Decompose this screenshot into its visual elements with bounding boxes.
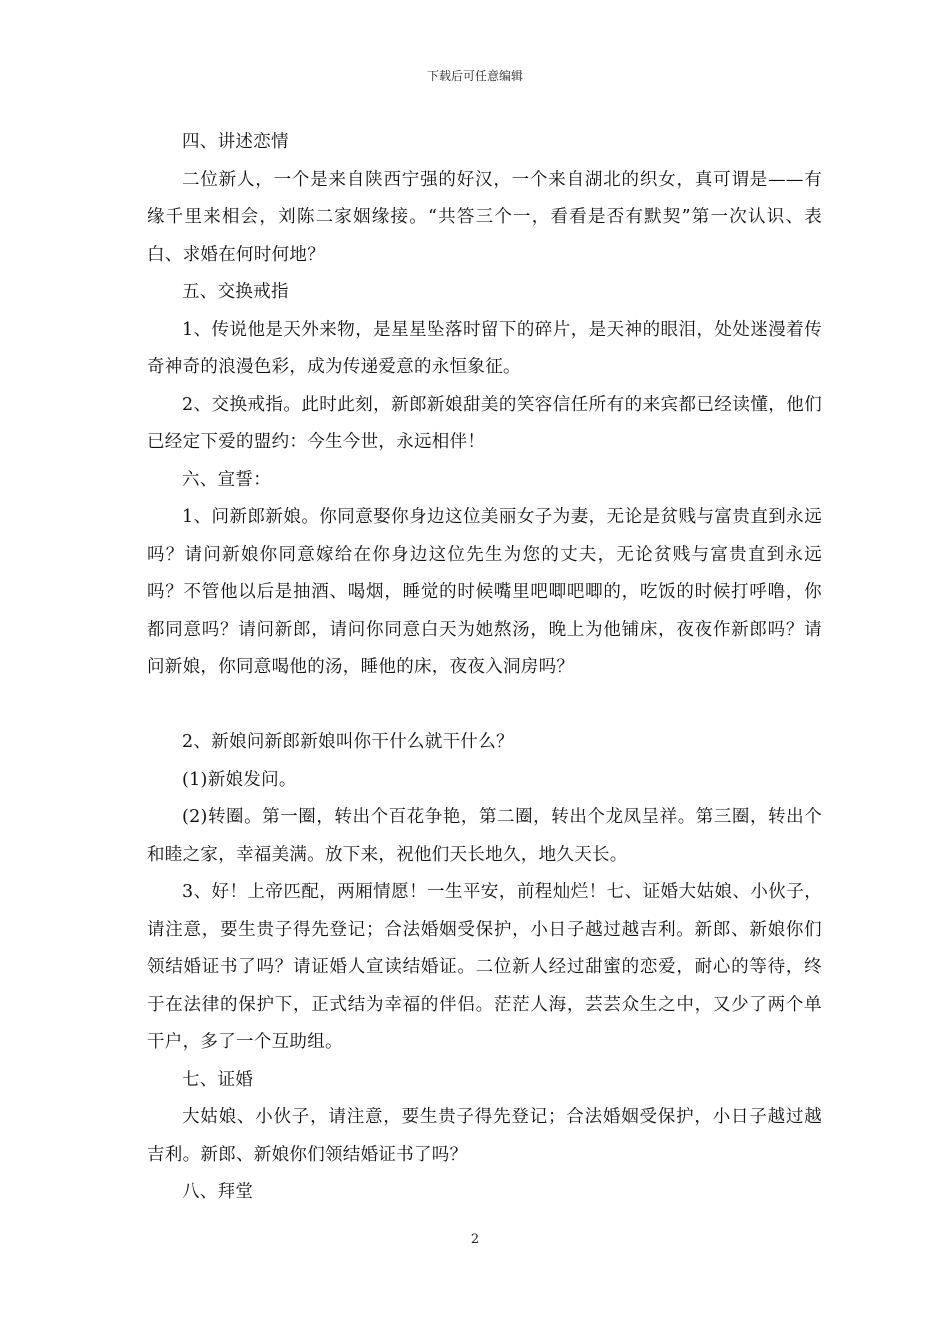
body-text: [147, 124, 822, 1212]
page-number: 2: [470, 1232, 480, 1247]
header-note: 下载后可任意编辑: [426, 69, 523, 83]
paragraph: 1、问新郎新娘。你同意娶你身边这位美丽女子为妻，无论是贫贱与富贵直到永远吗？请问新娘你同意嫁给在你身边这位先生为您的丈夫，无论贫贱与富贵直到永远吗？不管他以后是抽酒、喝烟，睡觉的时候嘴里吧唧吧唧的，吃饭的时候打呼噜，你都同意吗？请问新郎，请问你同意白天为她熬汤，晚上为他铺床，夜夜作新郎吗？请问新娘，你同意喝他的汤，睡他的床，夜夜入洞房吗？: [147, 507, 822, 677]
section-heading: 五、交换戒指: [182, 282, 289, 302]
paragraph: 3、好！上帝匹配，两厢情愿！一生平安，前程灿烂！七、证婚大姑娘、小伙子，请注意，要生贵子得先登记；合法婚姻受保护，小日子越过越吉利。新郎、新娘你们领结婚证书了吗？请证婚人宣读结婚证。二位新人经过甜蜜的恋爱，耐心的等待，终于在法律的保护下，正式结为幸福的伴侣。茫茫人海，芸芸众生之中，又少了两个单干户，多了一个互助组。: [147, 882, 822, 1052]
paragraph: 大姑娘、小伙子，请注意，要生贵子得先登记；合法婚姻受保护，小日子越过越吉利。新郎、新娘你们领结婚证书了吗？: [147, 1107, 822, 1165]
section-heading: 八、拜堂: [182, 1182, 254, 1202]
section-heading: 六、宣誓：: [182, 469, 271, 490]
paragraph: 2、新娘问新郎新娘叫你干什么就干什么？: [182, 732, 514, 752]
paragraph: 2、交换戒指。此时此刻，新郎新娘甜美的笑容信任所有的来宾都已经读懂，他们已经定下爱的盟约：今生今世，永远相伴！: [147, 394, 822, 452]
paragraph: (2)转圈。第一圈，转出个百花争艳，第二圈，转出个龙凤呈祥。第三圈，转出个和睦之家，幸福美满。放下来，祝他们天长地久，地久天长。: [147, 807, 822, 865]
paragraph: 1、传说他是天外来物，是星星坠落时留下的碎片，是天神的眼泪，处处迷漫着传奇神奇的浪漫色彩，成为传递爱意的永恒象征。: [147, 319, 822, 377]
paragraph: 二位新人，一个是来自陕西宁强的好汉，一个来自湖北的织女，真可谓是——有缘千里来相会，刘陈二家姻缘接。“共答三个一，看看是否有默契”第一次认识、表白、求婚在何时何地？: [147, 169, 822, 265]
paragraph: (1)新娘发问。: [182, 769, 297, 790]
section-heading: 四、讲述恋情: [182, 132, 289, 152]
blank-line: [147, 687, 822, 725]
section-heading: 七、证婚: [182, 1069, 254, 1090]
